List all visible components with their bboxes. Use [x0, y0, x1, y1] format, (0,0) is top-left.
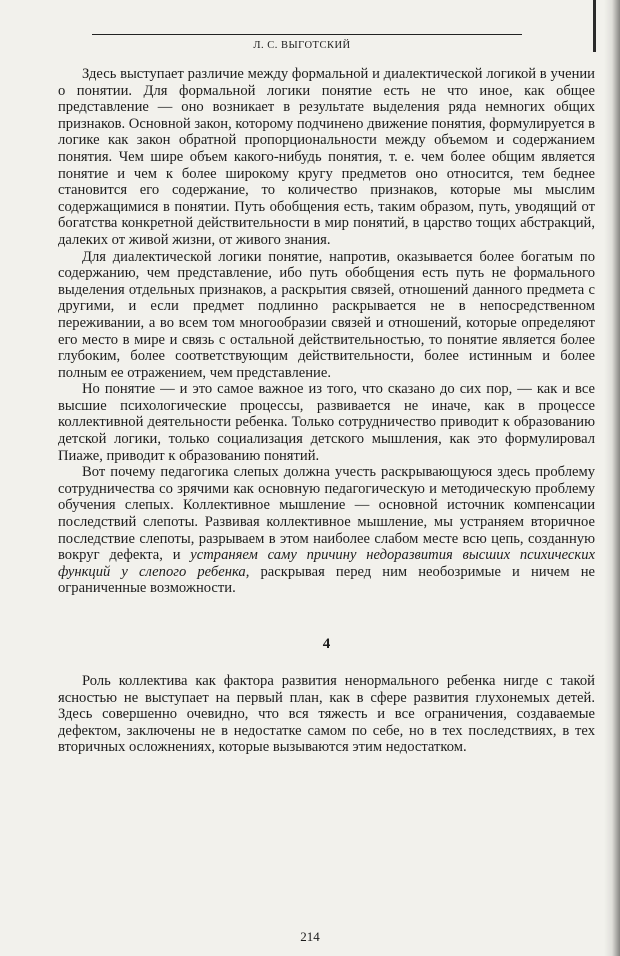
paragraph-pedagogy-blind-text: Вот почему педагогика слепых должна учесть раскрывающуюся здесь проблему сотрудничества со зрячими как основную педагогическую и методическую проблему обучения слепых. Коллективное мышление — основной источник компенсации последствий слепоты. Развивая коллективное мышление, мы устраняем вторичное последствие слепоты, разрываем в этом наиболее слабом месте всю цепь, созданную вокруг дефекта, и [58, 464, 595, 564]
page-edge-shadow [604, 0, 620, 956]
running-head: Л. С. ВЫГОТСКИЙ [253, 40, 351, 51]
paragraph-pedagogy-blind-emphasis: устраняем саму причину недоразвития высших психических функций у слепого ребенка, [58, 547, 595, 580]
paragraph-pedagogy-blind-tail: раскрывая перед ним необозримые и ничем не ограниченные возможности. [58, 563, 595, 597]
body-text [58, 66, 595, 756]
paragraph-pedagogy-blind [58, 464, 595, 597]
header-rule [92, 34, 522, 35]
section-number: 4 [322, 636, 331, 652]
paragraph-deaf-mute: Роль коллектива как фактора развития ненормального ребенка нигде с такой ясностью не выступает на первый план, как в сфере развития глухонемых детей. Здесь совершенно очевидно, что вся тяжесть и все ограничения, создаваемые дефектом, заключены не в недостатке самом по себе, но в тех последствиях, в тех вторичных осложнениях, которые вызываются этим недостатком. [58, 673, 595, 756]
paragraph-dialectical-logic: Для диалектической логики понятие, напротив, оказывается более богатым по содержанию, чем представление, ибо путь обобщения есть путь не формального выделения отдельных признаков, а раскрытия связей, отношений данного предмета с другими, и если предмет подлинно раскрывается не в непосредственном переживании, а во всем том многообразии связей и отношений, которые определяют его место в мире и связь с остальной действительностью, то понятие является более глубоким, более соответствующим действительности, более истинным и более полным ее отражением, чем представление. [58, 248, 595, 381]
paragraph-formal-logic: Здесь выступает различие между формальной и диалектической логикой в учении о понятии. Для формальной логики понятие есть не что иное, как общее представление — оно возникает в результате выделения ряда немногих общих признаков. Основной закон, которому подчинено движение понятия, формулируется в логике как закон обратной пропорциональности между объемом и содержанием понятия. Чем шире объем какого-нибудь понятия, т. е. чем более общим является понятие и чем к более широкому кругу предметов оно относится, тем беднее становится его содержание, то количество признаков, которые мы мыслим содержащимися в понятии. Путь обобщения есть, таким образом, путь, уводящий от богатства конкретной действительности в мир понятий, в царство тощих абстракций, далеких от живой жизни, от живого знания. [58, 66, 595, 248]
binding-edge-mark [593, 0, 596, 52]
page-number: 214 [300, 929, 320, 944]
paragraph-collective-activity: Но понятие — и это самое важное из того, что сказано до сих пор, — как и все высшие психологические процессы, развивается не иначе, как в процессе коллективной деятельности ребенка. Только сотрудничество приводит к образованию детской логики, только социализация детского мышления, как это формулировал Пиаже, приводит к образованию понятий. [58, 381, 595, 464]
section-gap [58, 597, 595, 633]
